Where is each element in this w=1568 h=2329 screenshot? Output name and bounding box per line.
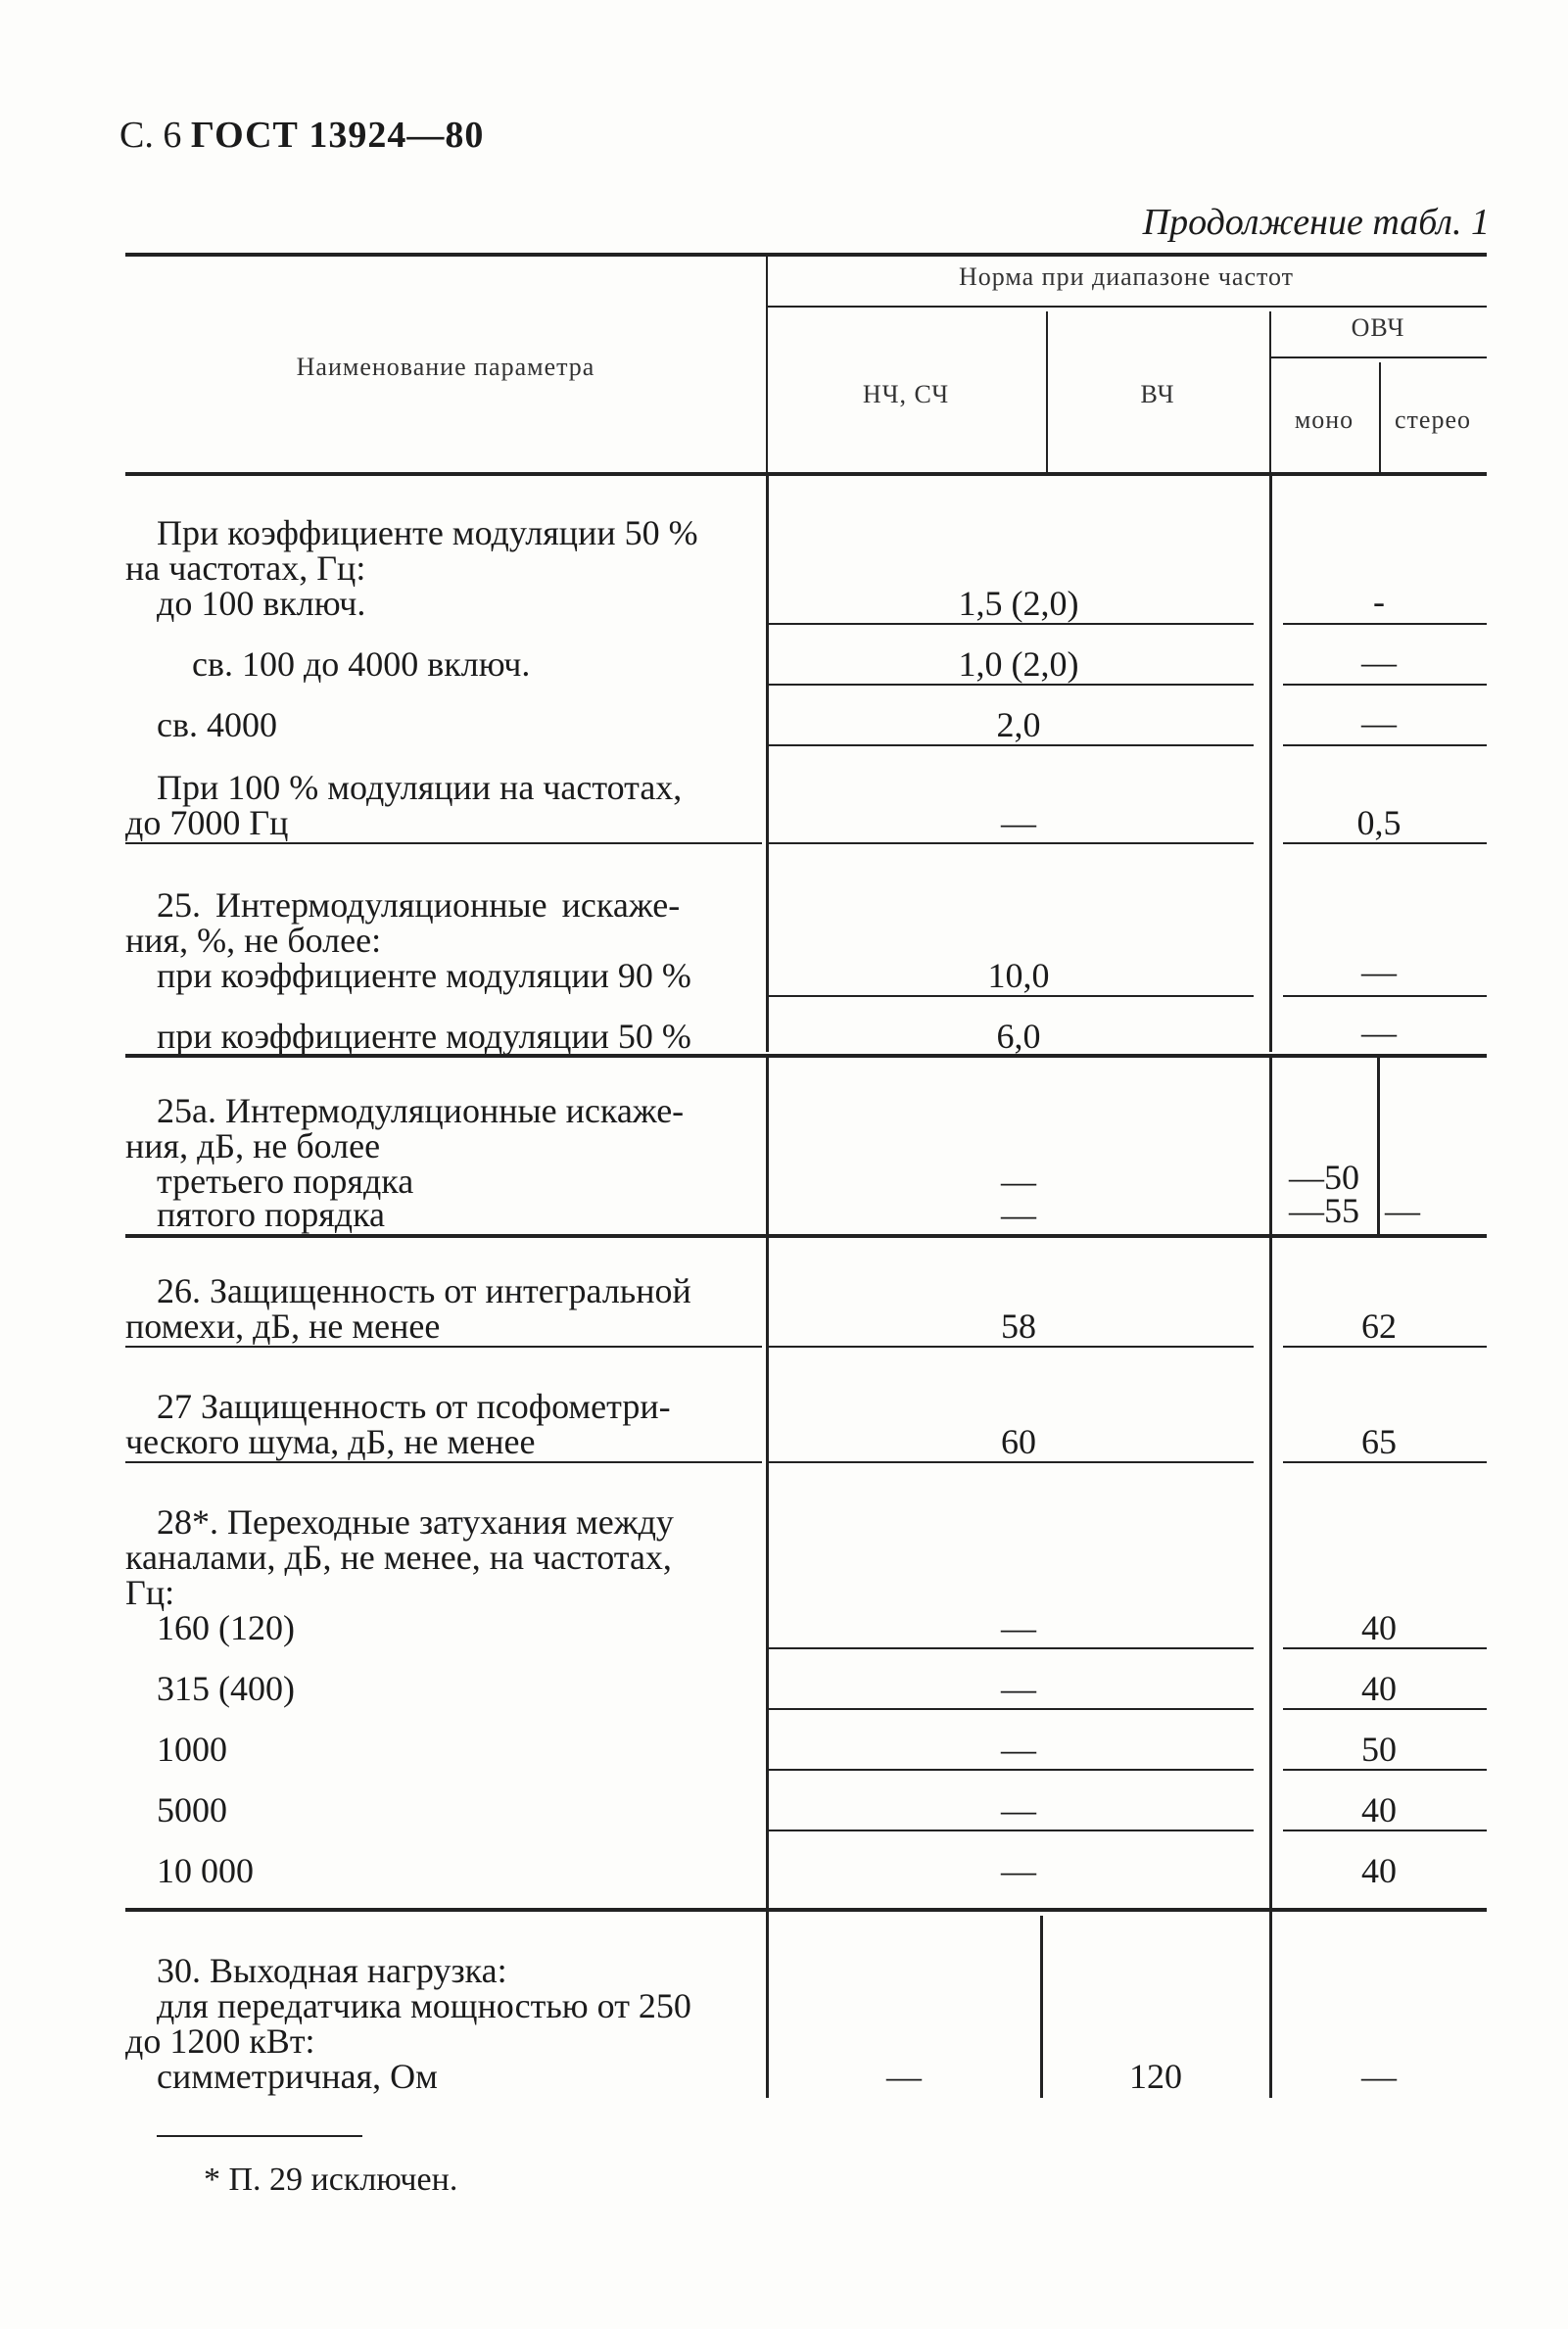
column-header-parameter: Наименование параметра xyxy=(296,353,595,381)
cell-rule xyxy=(1283,684,1487,686)
cell-value: — xyxy=(1361,703,1397,742)
row-label: 10 000 xyxy=(157,1851,254,1890)
cell-rule xyxy=(768,1346,1254,1348)
cell-value: 40 xyxy=(1361,1790,1397,1830)
row-label: 30. Выходная нагрузка: xyxy=(157,1951,507,1990)
cell-rule xyxy=(768,1830,1254,1831)
row-rule xyxy=(125,1461,762,1463)
cell-value: — xyxy=(1001,1195,1036,1234)
cell-value: - xyxy=(1373,582,1385,621)
row-label: Гц: xyxy=(125,1573,175,1612)
row-label: на частотах, Гц: xyxy=(125,548,366,588)
cell-value: — xyxy=(1385,1191,1420,1230)
column-header-vch: ВЧ xyxy=(1140,380,1175,408)
cell-value: 1,5 (2,0) xyxy=(958,584,1079,623)
row-label: для передатчика мощностью от 250 xyxy=(157,1986,691,2025)
running-head xyxy=(119,114,484,157)
column-header-ovch: ОВЧ xyxy=(1351,313,1405,342)
section-rule xyxy=(125,1054,1487,1058)
cell-value: 0,5 xyxy=(1356,803,1402,842)
footnote: * П. 29 исключен. xyxy=(204,2162,458,2198)
cell-value: 60 xyxy=(1001,1422,1036,1461)
row-label: при коэффициенте модуляции 50 % xyxy=(157,1017,691,1056)
row-label: 28*. Переходные затухания между xyxy=(157,1502,674,1542)
row-label: ния, %, не более: xyxy=(125,921,382,960)
row-label: 27 Защищенность от псофометри- xyxy=(157,1387,671,1426)
cell-value: — xyxy=(1361,952,1397,991)
row-label: ния, дБ, не более xyxy=(125,1126,381,1165)
section-rule xyxy=(125,1234,1487,1238)
row-label: св. 100 до 4000 включ. xyxy=(192,644,531,684)
cell-rule xyxy=(768,684,1254,686)
table-top-rule xyxy=(125,253,1487,257)
cell-value: — xyxy=(1001,1730,1036,1769)
cell-rule xyxy=(768,995,1254,997)
cell-rule xyxy=(1283,1647,1487,1649)
cell-value: 40 xyxy=(1361,1851,1397,1890)
table-continuation-label: Продолжение табл. 1 xyxy=(1142,202,1490,243)
cell-rule xyxy=(768,1708,1254,1710)
cell-value: 62 xyxy=(1361,1307,1397,1346)
column-header-norm-group: Норма при диапазоне частот xyxy=(958,262,1295,291)
header-rule-norm-group xyxy=(766,306,1487,308)
row-label: до 7000 Гц xyxy=(125,803,289,842)
row-rule xyxy=(125,842,762,844)
cell-rule xyxy=(768,744,1254,746)
column-divider-mono-stereo xyxy=(1377,1058,1380,1234)
cell-value: — xyxy=(1001,1608,1036,1647)
cell-value: — xyxy=(1001,1162,1036,1201)
row-label: пятого порядка xyxy=(157,1195,386,1234)
cell-value: 50 xyxy=(1361,1730,1397,1769)
cell-value: — xyxy=(1001,1669,1036,1708)
row-label: при коэффициенте модуляции 90 % xyxy=(157,956,691,995)
standard-number: ГОСТ 13924—80 xyxy=(190,115,485,156)
cell-value: —55 xyxy=(1289,1191,1359,1230)
cell-rule xyxy=(1283,1708,1487,1710)
cell-value: — xyxy=(1361,1013,1397,1052)
cell-value: 2,0 xyxy=(996,705,1041,744)
cell-rule xyxy=(1283,1461,1487,1463)
row-label: помехи, дБ, не менее xyxy=(125,1307,441,1346)
cell-value: — xyxy=(1361,642,1397,682)
cell-value: 120 xyxy=(1129,2057,1182,2096)
section-rule xyxy=(125,1908,1487,1912)
cell-rule xyxy=(1283,995,1487,997)
cell-rule xyxy=(768,1647,1254,1649)
cell-rule xyxy=(1283,744,1487,746)
cell-value: 1,0 (2,0) xyxy=(958,644,1079,684)
row-label: 160 (120) xyxy=(157,1608,295,1647)
cell-value: 40 xyxy=(1361,1669,1397,1708)
cell-value: —50 xyxy=(1289,1158,1359,1197)
cell-value: 40 xyxy=(1361,1608,1397,1647)
row-label: 1000 xyxy=(157,1730,227,1769)
cell-rule xyxy=(1283,842,1487,844)
header-bottom-rule xyxy=(125,472,1487,476)
page-label: С. 6 xyxy=(119,115,182,156)
row-label: св. 4000 xyxy=(157,705,277,744)
row-label: 315 (400) xyxy=(157,1669,295,1708)
row-label: ческого шума, дБ, не менее xyxy=(125,1422,536,1461)
cell-rule xyxy=(768,1461,1254,1463)
cell-value: — xyxy=(1361,2057,1397,2096)
header-rule-ovch xyxy=(1269,356,1487,358)
row-label: 5000 xyxy=(157,1790,227,1830)
row-label: третьего порядка xyxy=(157,1162,414,1201)
cell-value: — xyxy=(1001,1790,1036,1830)
cell-rule xyxy=(1283,1830,1487,1831)
row-label: При коэффициенте модуляции 50 % xyxy=(157,513,698,552)
cell-value: 65 xyxy=(1361,1422,1397,1461)
row-label: При 100 % модуляции на частотах, xyxy=(157,768,683,807)
row-label: каналами, дБ, не менее, на частотах, xyxy=(125,1538,672,1577)
cell-value: — xyxy=(1001,803,1036,842)
cell-value: — xyxy=(886,2057,922,2096)
cell-value: 10,0 xyxy=(987,956,1050,995)
cell-rule xyxy=(1283,1346,1487,1348)
column-header-mono: моно xyxy=(1294,405,1354,434)
row-label: 25а. Интермодуляционные искаже- xyxy=(157,1091,685,1130)
cell-rule xyxy=(1283,623,1487,625)
cell-rule xyxy=(1283,1769,1487,1771)
column-header-nch-sch: НЧ, СЧ xyxy=(862,380,950,408)
cell-rule xyxy=(768,842,1254,844)
row-label: 26. Защищенность от интегральной xyxy=(157,1271,691,1310)
column-header-stereo: стерео xyxy=(1395,405,1471,434)
row-label: 25. Интермодуляционные искаже- xyxy=(157,885,681,925)
cell-value: 58 xyxy=(1001,1307,1036,1346)
row-label: симметричная, Ом xyxy=(157,2057,438,2096)
cell-value: 6,0 xyxy=(996,1017,1041,1056)
row-label: до 100 включ. xyxy=(157,584,366,623)
cell-rule xyxy=(768,1769,1254,1771)
cell-rule xyxy=(768,623,1254,625)
row-rule xyxy=(125,1346,762,1348)
footnote-rule xyxy=(157,2135,362,2137)
cell-value: — xyxy=(1001,1851,1036,1890)
row-label: до 1200 кВт: xyxy=(125,2021,315,2061)
